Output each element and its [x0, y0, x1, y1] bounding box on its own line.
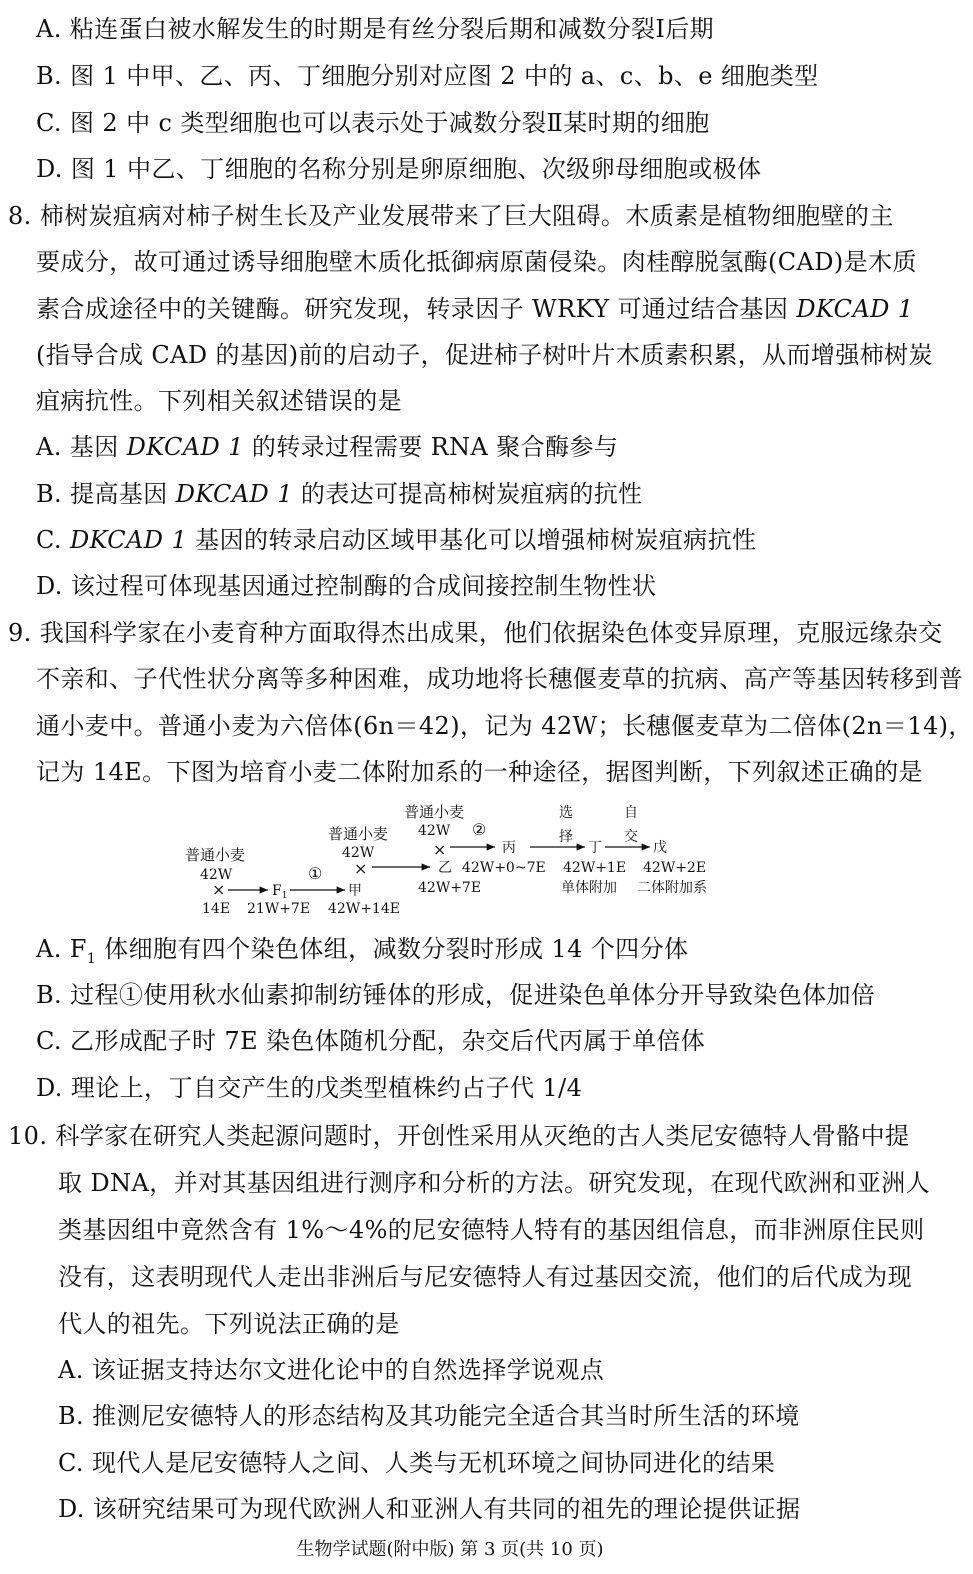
f1-label: $F_1$	[272, 883, 288, 901]
q7-option-b: B. 图 1 中甲、乙、丙、丁细胞分别对应图 2 中的 a、c、b、e 细胞类型	[36, 62, 819, 90]
q10-option-a: A. 该证据支持达尔文进化论中的自然选择学说观点	[58, 1356, 605, 1384]
q10-option-d: D. 该研究结果可为现代欧洲人和亚洲人有共同的祖先的理论提供证据	[58, 1495, 801, 1523]
q8-option-d: D. 该过程可体现基因通过控制酶的合成间接控制生物性状	[36, 572, 657, 600]
q8-option-a-pre: A. 基因	[36, 433, 127, 461]
cross-symbol-3: ×	[433, 840, 447, 859]
q8-stem-line-3-text: 素合成途径中的关键酶。研究发现，转录因子 WRKY 可通过结合基因	[36, 295, 797, 323]
q9-option-c: C. 乙形成配子时 7E 染色体随机分配，杂交后代丙属于单倍体	[36, 1027, 706, 1055]
q8-option-c-post: 基因的转录启动区域甲基化可以增强柿树炭疽病抗性	[187, 526, 757, 554]
parent-w42-label: 42W	[200, 867, 233, 883]
q7-option-d: D. 图 1 中乙、丁细胞的名称分别是卵原细胞、次级卵母细胞或极体	[36, 155, 762, 183]
jia-genotype: 42W+14E	[328, 901, 400, 917]
q9-option-a-pre: A. F	[36, 935, 87, 963]
cross-symbol-2: ×	[354, 859, 368, 878]
q7-option-c: C. 图 2 中 c 类型细胞也可以表示处于减数分裂Ⅱ某时期的细胞	[36, 109, 710, 137]
q10-option-b: B. 推测尼安德特人的形态结构及其功能完全适合其当时所生活的环境	[58, 1402, 800, 1430]
ding-label: 丁	[588, 840, 602, 856]
q9-option-a	[0, 933, 688, 965]
gene-name: DKCAD 1	[69, 526, 188, 554]
q7-option-a: A. 粘连蛋白被水解发生的时期是有丝分裂后期和减数分裂Ⅰ后期	[36, 15, 715, 43]
q9-option-a-sub: 1	[86, 950, 97, 967]
cross-symbol-1: ×	[212, 880, 226, 899]
q8-option-b-post: 的表达可提高柿树炭疽病的抗性	[292, 480, 643, 508]
step-2-label: ②	[472, 820, 487, 839]
q8-option-a-post: 的转录过程需要 RNA 聚合酶参与	[243, 433, 619, 461]
q9-stem-line-1: 9. 我国科学家在小麦育种方面取得杰出成果，他们依据染色体变异原理，克服远缘杂交	[8, 619, 943, 647]
wu-description: 二体附加系	[637, 880, 707, 896]
self-char-1: 自	[624, 805, 638, 821]
q8-option-a	[0, 431, 618, 463]
q10-option-c: C. 现代人是尼安德特人之间、人类与无机环境之间协同进化的结果	[58, 1449, 776, 1477]
f1-genotype: 21W+7E	[247, 901, 311, 917]
wu-label: 戊	[653, 840, 667, 856]
bing-label: 丙	[502, 840, 516, 856]
yi-label: 乙	[438, 860, 452, 876]
q9-stem-line-2: 不亲和、子代性状分离等多种困难，成功地将长穗偃麦草的抗病、高产等基因转移到普	[36, 665, 964, 693]
q8-option-c-pre: C.	[36, 526, 70, 554]
gene-name: DKCAD 1	[175, 480, 293, 508]
q8-stem-line-1: 8. 柿树炭疽病对柿子树生长及产业发展带来了巨大阻碍。木质素是植物细胞壁的主	[8, 202, 894, 230]
gene-name: DKCAD 1	[126, 433, 244, 461]
page-footer: 生物学试题(附中版) 第 3 页(共 10 页)	[296, 1539, 604, 1560]
ding-description: 单体附加	[561, 880, 617, 896]
q8-stem-line-5: 疽病抗性。下列相关叙述错误的是	[36, 387, 402, 415]
self-char-2: 交	[624, 829, 638, 845]
bing-genotype: 42W+0~7E	[462, 860, 546, 876]
q10-stem-line-5: 代人的祖先。下列说法正确的是	[58, 1310, 400, 1338]
q8-option-c	[0, 524, 756, 556]
ding-genotype: 42W+1E	[563, 860, 627, 876]
q9-stem-line-4: 记为 14E。下图为培育小麦二体附加系的一种途径，据图判断，下列叙述正确的是	[36, 758, 923, 786]
third-w42-label: 42W	[418, 823, 451, 839]
q8-stem-line-3	[0, 293, 914, 325]
q10-stem-line-3: 类基因组中竟然含有 1%～4%的尼安德特人特有的基因组信息，而非洲原住民则	[58, 1216, 925, 1244]
parent-e14-label: 14E	[202, 901, 231, 917]
parent-common-wheat-label: 普通小麦	[185, 846, 246, 864]
q10-stem-line-1: 10. 科学家在研究人类起源问题时，开创性采用从灭绝的古人类尼安德特人骨骼中提	[8, 1122, 910, 1150]
q8-option-b	[0, 478, 643, 510]
step-1-label: ①	[308, 864, 323, 883]
q9-option-d: D. 理论上，丁自交产生的戊类型植株约占子代 1/4	[36, 1074, 583, 1102]
q10-stem-line-2: 取 DNA，并对其基因组进行测序和分析的方法。研究发现，在现代欧洲和亚洲人	[58, 1169, 931, 1197]
third-common-wheat-label: 普通小麦	[404, 803, 465, 821]
second-w42-label: 42W	[342, 845, 375, 861]
q10-stem-line-4: 没有，这表明现代人走出非洲后与尼安德特人有过基因交流，他们的后代成为现	[58, 1263, 912, 1291]
q9-option-a-post: 体细胞有四个染色体组，减数分裂时形成 14 个四分体	[96, 935, 689, 963]
q8-option-b-pre: B. 提高基因	[36, 480, 176, 508]
jia-label: 甲	[348, 883, 362, 899]
yi-genotype: 42W+7E	[418, 880, 482, 896]
select-char-2: 择	[559, 829, 573, 845]
q9-option-b: B. 过程①使用秋水仙素抑制纺锤体的形成，促进染色单体分开导致染色体加倍	[36, 981, 876, 1009]
gene-name: DKCAD 1	[796, 295, 914, 323]
second-common-wheat-label: 普通小麦	[328, 825, 389, 843]
q9-stem-line-3: 通小麦中。普通小麦为六倍体(6n＝42)，记为 42W；长穗偃麦草为二倍体(2n＝14)，	[36, 712, 973, 740]
q8-stem-line-4: (指导合成 CAD 的基因)前的启动子，促进柿子树叶片木质素积累，从而增强柿树炭	[36, 341, 933, 369]
select-char-1: 选	[559, 805, 573, 821]
wu-genotype: 42W+2E	[643, 860, 707, 876]
q8-stem-line-2: 要成分，故可通过诱导细胞壁木质化抵御病原菌侵染。肉桂醇脱氢酶(CAD)是木质	[36, 248, 917, 276]
breeding-pathway-diagram	[150, 797, 750, 922]
